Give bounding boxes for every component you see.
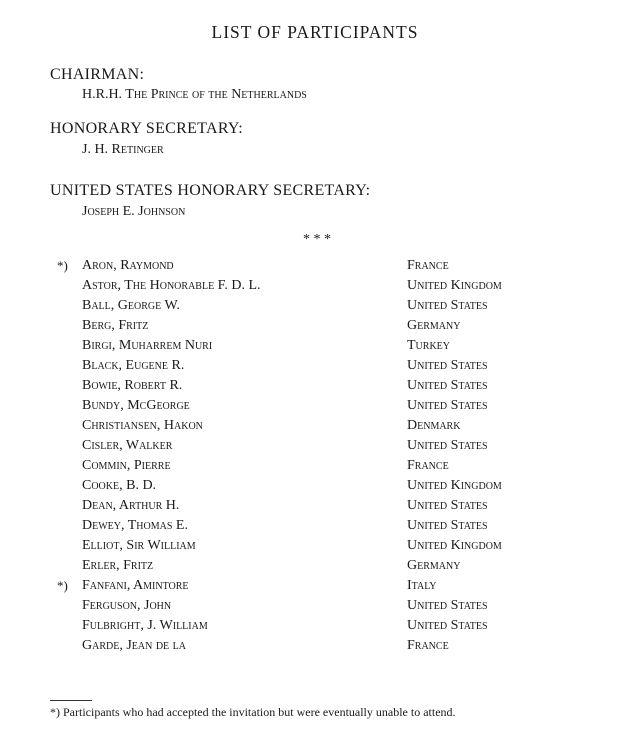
participant-name: Black, Eugene R. [82,358,185,373]
participant-row [0,538,630,558]
participant-country: United States [407,618,488,633]
participant-name: Commin, Pierre [82,458,171,473]
participant-name: Aron, Raymond [82,258,174,273]
participant-name: Garde, Jean de la [82,638,186,653]
participant-country: Germany [407,318,461,333]
participant-row [0,598,630,618]
participant-row [0,318,630,338]
participant-name: Christiansen, Hakon [82,418,203,433]
participant-row [0,638,630,658]
participant-country: United States [407,438,488,453]
participant-row [0,358,630,378]
participant-name: Erler, Fritz [82,558,154,573]
participant-name: Ferguson, John [82,598,172,613]
participant-country: United States [407,398,488,413]
honorary-secretary-name: J. H. Retinger [82,142,164,157]
participant-country: United States [407,298,488,313]
participant-name: Fanfani, Amintore [82,578,189,593]
us-honorary-secretary-heading: UNITED STATES HONORARY SECRETARY: [50,182,371,199]
participant-row [0,438,630,458]
participant-country: United Kingdom [407,538,502,553]
participant-row [0,278,630,298]
participant-country: France [407,458,449,473]
participant-name: Cooke, B. D. [82,478,157,493]
participant-row [0,458,630,478]
participant-country: France [407,638,449,653]
participant-name: Elliot, Sir William [82,538,196,553]
participant-row [0,578,630,598]
footnote: *) Participants who had accepted the invitation but were eventually unable to attend. [50,705,456,719]
participant-country: United States [407,598,488,613]
participant-name: Astor, The Honorable F. D. L. [82,278,261,293]
chairman-heading: CHAIRMAN: [50,66,145,83]
participant-country: Turkey [407,338,450,353]
absence-marker: *) [57,578,68,593]
us-honorary-secretary-name: Joseph E. Johnson [82,204,186,219]
participant-name: Bundy, McGeorge [82,398,190,413]
participant-row [0,558,630,578]
participant-row [0,618,630,638]
participant-row [0,498,630,518]
participant-name: Birgi, Muharrem Nuri [82,338,213,353]
footnote-rule [50,700,92,701]
participant-name: Fulbright, J. William [82,618,208,633]
participant-name: Bowie, Robert R. [82,378,183,393]
participant-row [0,298,630,318]
honorary-secretary-heading: HONORARY SECRETARY: [50,120,244,137]
participant-row [0,338,630,358]
participant-name: Dean, Arthur H. [82,498,180,513]
participant-country: United States [407,498,488,513]
participant-row [0,518,630,538]
participant-row [0,418,630,438]
participant-name: Dewey, Thomas E. [82,518,188,533]
participant-country: United Kingdom [407,478,502,493]
participant-country: Italy [407,578,437,593]
participant-name: Cisler, Walker [82,438,173,453]
participant-country: United Kingdom [407,278,502,293]
separator-asterisks: * * * [303,232,331,247]
page-title: LIST OF PARTICIPANTS [211,22,419,42]
participant-country: France [407,258,449,273]
participant-row [0,478,630,498]
participant-country: United States [407,518,488,533]
participant-name: Berg, Fritz [82,318,149,333]
participant-row [0,258,630,278]
participant-row [0,398,630,418]
absence-marker: *) [57,258,68,273]
participant-country: Denmark [407,418,461,433]
participant-country: Germany [407,558,461,573]
chairman-name: H.R.H. The Prince of the Netherlands [82,87,307,102]
participant-name: Ball, George W. [82,298,180,313]
participant-country: United States [407,358,488,373]
participant-row [0,378,630,398]
participant-country: United States [407,378,488,393]
